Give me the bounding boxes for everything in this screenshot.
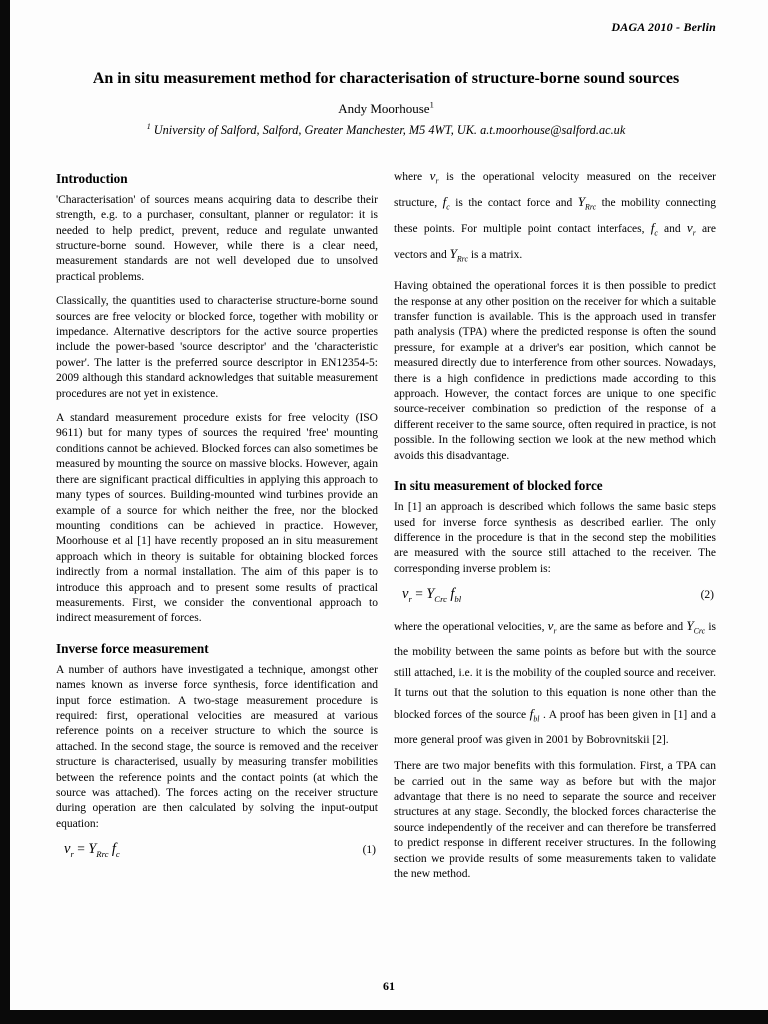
math-symbol: $v_r$ — [429, 167, 439, 186]
paragraph: 'Characterisation' of sources means acquiring data to describe their strength, e.g. to a purchaser, consultant, planner or regulator: it is needed to help predict, prevent, reduce and regulate unwanted structure-borne sound. However, while there is a clear need, measurement standards are not well developed due to unsolved practical problems. — [56, 193, 378, 283]
math-symbol: $f_c$ — [442, 193, 450, 212]
author-line — [56, 101, 716, 117]
author-affiliation-mark: 1 — [429, 99, 434, 110]
equation-2-body: $v_r = Y_{Crc}$ $f_{bl}$ — [402, 586, 462, 605]
math-symbol: $v_r$ — [547, 618, 557, 636]
paragraph: where $v_r$ is the operational velocity measured on the receiver structure, $f_c$ is the contact force and $Y_{Rrc}$ the mobility connecting these points. For multiple point contact interfaces, $f_c$ and $v_r$ are vectors and $Y_{Rrc}$ is a matrix. — [394, 167, 717, 264]
running-header: DAGA 2010 - Berlin — [611, 20, 716, 34]
math-symbol: $f_{bl}$ — [529, 705, 540, 724]
math-symbol: $Y_{Crc}$ — [426, 586, 447, 605]
page-number: 61 — [383, 979, 395, 993]
paper-title: An in situ measurement method for characterisation of structure-borne sound sources — [92, 70, 680, 87]
paragraph: A number of authors have investigated a technique, amongst other names known as inverse force synthesis, force identification and input force estimation. A two-stage measurement procedure is required: first, operational velocities are measured at various reference points on a receiver structure to which the source is attached. In the second stage, the source is removed and the receiver structure is characterised, usually by measuring transfer mobilities between the reference points and the contact points (at which the source was attached). The forces acting on the receiver structure during operation are then calculated by solving the input-output equation: — [56, 663, 378, 830]
section-heading-in-situ-measurement: In situ measurement of blocked force — [394, 478, 603, 494]
math-symbol: $Y_{Rrc}$ — [449, 246, 468, 264]
math-symbol: $Y_{Crc}$ — [686, 618, 706, 636]
equation-1 — [56, 841, 378, 859]
equation-1-body: $v_r = Y_{Rrc}$ $f_c$ — [64, 841, 120, 860]
math-symbol: $v_r$ — [64, 841, 74, 860]
paragraph: In [1] an approach is described which follows the same basic steps used for inverse force synthesis as described earlier. The only difference in the procedure is that in the second step the mobilities are measured with the source still attached to the receiver. The corresponding inverse problem is: — [394, 501, 716, 575]
math-symbol: $v_r$ — [402, 586, 412, 605]
math-symbol: $Y_{Rrc}$ — [88, 841, 109, 860]
math-symbol: $f_c$ — [650, 220, 658, 238]
paragraph: A standard measurement procedure exists for free velocity (ISO 9611) but for many types of sources the required 'free' mounting conditions cannot be achieved. Blocked forces can also sometimes be measured by mounting the source on massive blocks. However, again there are significant practical difficulties in applying this approach to many types of sources. Building-mounted wind turbines provide an example of a source for which neither the free, nor the blocked mounting conditions can be achieved in practice. However, Moorhouse et al [1] have recently proposed an in situ measurement approach which in theory is suitable for obtaining blocked forces indirectly from a normal installation. The aim of this paper is to introduce this approach and to present some results of practical measurements. First, we consider the conventional approach to indirect measurement of forces. — [56, 412, 378, 625]
two-column-layout — [56, 166, 716, 892]
section-heading-introduction: Introduction — [56, 170, 128, 186]
section-heading-inverse-force-measurement: Inverse force measurement — [56, 640, 209, 656]
affiliation-line — [56, 123, 716, 138]
affiliation-mark: 1 — [146, 121, 151, 131]
paragraph: Having obtained the operational forces it is then possible to predict the response at any other position on the receiver for which a suitable transfer function is available. This is the approach used in transfer path analysis (TPA) where the predicted response is often the sound pressure, for example at a driver's ear position, which cannot be measured directly due to interference from other sources. Nowadays, there is a high confidence in predictions made according to this approach. However, the contact forces are unique to one specific source-receiver combination so prediction of the response of a different receiver to the same source, often required in practice, is not possible. In the following section we look at the new method which avoids this disadvantage. — [394, 280, 716, 462]
math-symbol: $f_c$ — [111, 841, 120, 860]
left-column — [56, 166, 378, 892]
equation-2-number: (2) — [700, 589, 714, 602]
math-symbol: $f_{bl}$ — [450, 586, 462, 605]
math-symbol: $v_r$ — [686, 220, 696, 238]
paragraph: There are two major benefits with this formulation. First, a TPA can be carried out in the same way as before but with the major advantage that there is no need to separate the source and receiver structures at any stage. Secondly, the blocked forces characterise the source independently of the receiver and can therefore be transferred to predict response in different receiver structures. In the following section we provide results of some measurements taken to validate the new method. — [394, 760, 716, 881]
affiliation-text: University of Salford, Salford, Greater Manchester, M5 4WT, UK. a.t.moorhouse@salford.ac.uk — [150, 122, 626, 137]
paragraph: Classically, the quantities used to characterise structure-borne sound sources are free velocity or blocked force, together with mobility or impedance. Alternative descriptors for the active source properties include the power-based 'source descriptor' and the 'characteristic power'. The latter is the preferred source descriptor in EN12354-5: 2009 although this standard acknowledges that suitable measurement procedures are not yet in existence. — [56, 295, 378, 400]
paragraph: where the operational velocities, $v_r$ are the same as before and $Y_{Crc}$ is the mobility between the same points as before but with the source still attached, i.e. it is the mobility of the coupled source and receiver. It turns out that the solution to this equation is none other than the blocked forces of the source $f_{bl}$ . A proof has been given in [1] and a more general proof was given in 2001 by Bobrovnitskii [2]. — [394, 618, 716, 746]
author-name: Andy Moorhouse — [338, 100, 430, 116]
equation-1-number: (1) — [362, 844, 376, 857]
paper-page — [10, 0, 768, 1010]
math-symbol: $Y_{Rrc}$ — [577, 193, 597, 212]
equation-2 — [394, 586, 716, 604]
right-column — [394, 166, 716, 892]
